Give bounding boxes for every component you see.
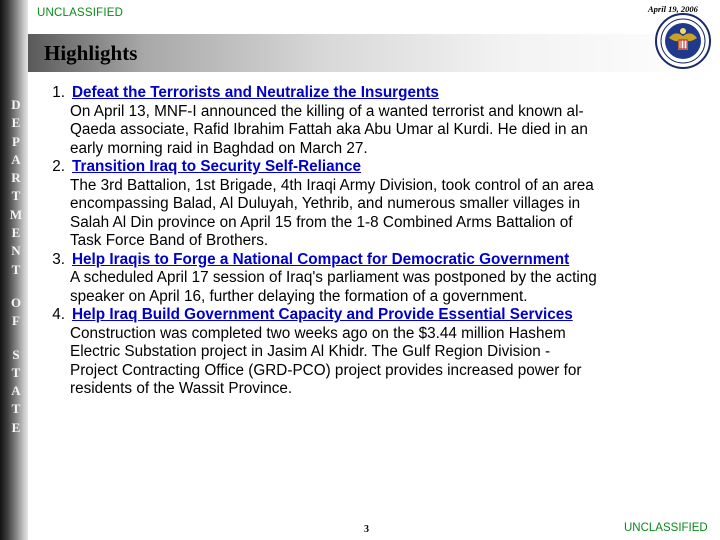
date: April 19, 2006 (648, 4, 698, 14)
item-number: 1. (52, 84, 65, 101)
item-body-line: Electric Substation project in Jasim Al Khidr. The Gulf Region Division - (70, 343, 551, 360)
sidebar-letter: T (11, 364, 21, 380)
sidebar-gap (5, 331, 27, 346)
item-body-line: residents of the Wassit Province. (70, 380, 293, 397)
highlight-item (40, 306, 720, 399)
page-title: Highlights (44, 41, 138, 65)
item-number: 4. (52, 306, 65, 323)
sidebar-letter: T (11, 188, 21, 204)
page-number: 3 (364, 524, 369, 535)
item-body-line: Salah Al Din province on April 15 from the 1-8 Combined Arms Battalion of (70, 213, 573, 231)
item-number: 3. (52, 250, 65, 268)
item-body-line: A scheduled April 17 session of Iraq's parliament was postponed by the acting (70, 269, 597, 286)
sidebar-letter: T (11, 261, 21, 277)
department-seal-icon (655, 12, 711, 70)
sidebar-letter: F (12, 313, 20, 329)
sidebar-letter: R (11, 170, 21, 186)
highlight-item-head (40, 251, 720, 270)
highlight-item-head (40, 84, 720, 103)
sidebar-letter: T (11, 401, 21, 417)
item-body-line: Construction was completed two weeks ago on the $3.44 million Hashem (70, 324, 566, 342)
highlight-item-head (40, 158, 720, 177)
sidebar-letter: E (11, 115, 21, 131)
sidebar-letter: A (11, 151, 21, 167)
item-body-line: On April 13, MNF-I announced the killing of a wanted terrorist and known al- (70, 102, 584, 120)
highlight-item (40, 251, 720, 307)
highlight-item (40, 158, 720, 251)
item-heading: Help Iraq Build Government Capacity and Provide Essential Services (72, 306, 573, 323)
sidebar-gap (5, 279, 27, 294)
sidebar-letter: M (9, 206, 23, 222)
highlight-item-head (40, 306, 720, 325)
sidebar-letter: E (11, 419, 21, 435)
item-body-line: The 3rd Battalion, 1st Brigade, 4th Iraqi Army Division, took control of an area (70, 176, 594, 194)
sidebar-letter: O (10, 294, 22, 310)
item-body-line: speaker on April 16, further delaying the formation of a government. (70, 287, 528, 305)
sidebar-letter: A (11, 383, 21, 399)
item-heading: Transition Iraq to Security Self-Reliance (72, 158, 362, 175)
item-heading: Defeat the Terrorists and Neutralize the Insurgents (72, 84, 439, 101)
item-body-line: Qaeda associate, Rafid Ibrahim Fattah aka Abu Umar al Kurdi. He died in an (70, 121, 588, 138)
sidebar-letter: S (12, 346, 20, 362)
item-number: 2. (52, 158, 65, 175)
sidebar-letter: N (11, 243, 21, 259)
sidebar-letter: P (12, 133, 20, 149)
sidebar-letter: E (11, 225, 21, 241)
item-body-line: early morning raid in Baghdad on March 27. (70, 139, 368, 157)
classification-bottom: UNCLASSIFIED (624, 522, 708, 534)
item-heading: Help Iraqis to Forge a National Compact for Democratic Government (72, 250, 570, 268)
highlights-content (40, 84, 720, 399)
sidebar-letter: D (11, 97, 21, 112)
highlight-item (40, 84, 720, 158)
item-body-line: Task Force Band of Brothers. (70, 232, 269, 249)
item-body-line: encompassing Balad, Al Duluyah, Yethrib, and numerous smaller villages in (70, 195, 581, 212)
department-of-state-vertical (5, 96, 27, 437)
classification-top: UNCLASSIFIED (37, 7, 124, 19)
item-body-line: Project Contracting Office (GRD-PCO) project provides increased power for (70, 361, 582, 379)
